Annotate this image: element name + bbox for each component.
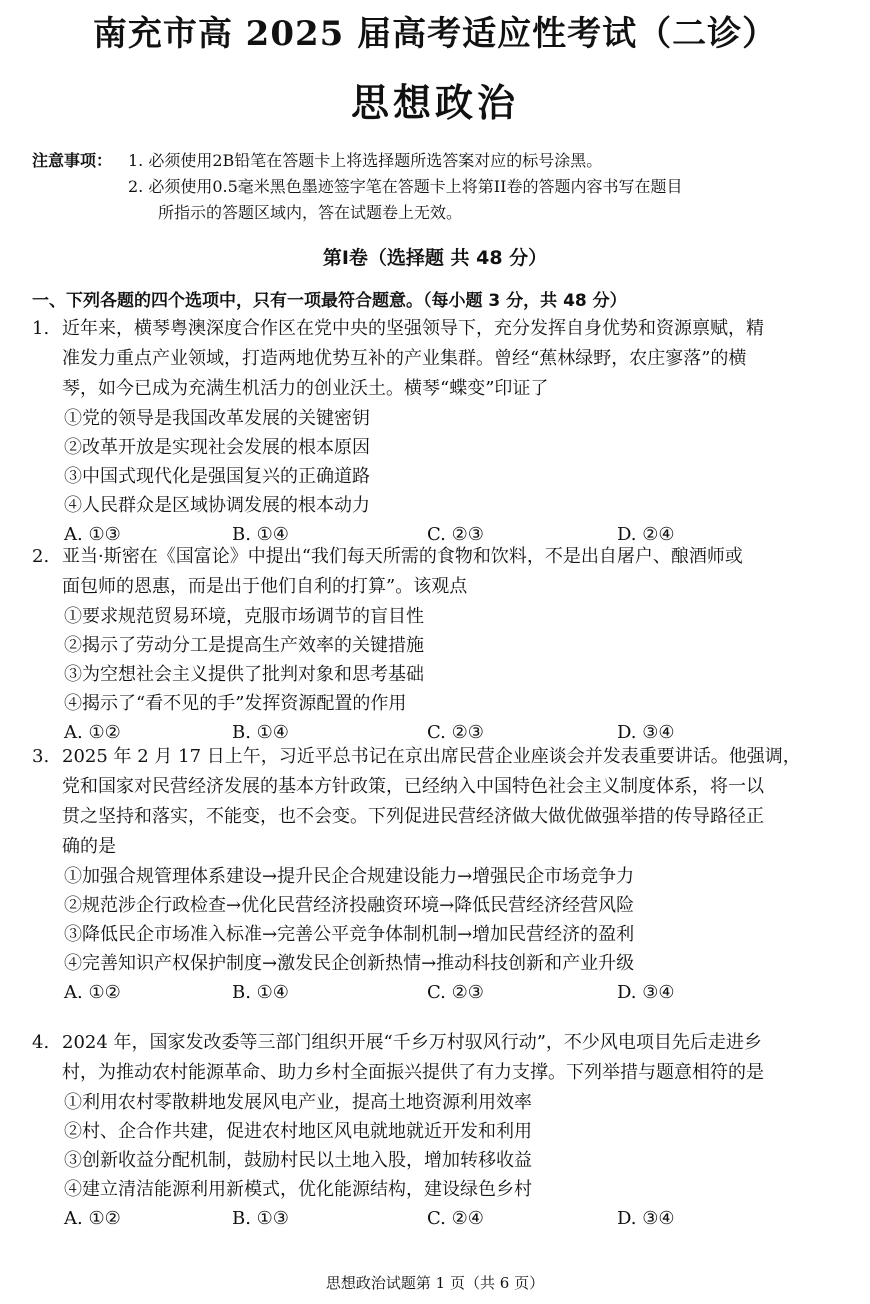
question-number: 4.	[32, 1032, 50, 1053]
question-stem	[32, 1028, 832, 1088]
stem-line: 琴，如今已成为充满生机活力的创业沃土。横琴“蝶变”印证了	[62, 378, 549, 399]
stem-line: 面包师的恩惠，而是出于他们自利的打算”。该观点	[62, 576, 468, 597]
option-d: D. ③④	[617, 722, 675, 743]
part-title: 一、下列各题的四个选项中，只有一项最符合题意。（每小题 3 分，共 48 分）	[32, 291, 627, 311]
stem-line: 准发力重点产业领域，打造两地优势互补的产业集群。曾经“蕉林绿野，农庄寥落”的横	[62, 348, 747, 369]
statement-item: ①要求规范贸易环境，克服市场调节的盲目性	[64, 606, 424, 627]
notice-block	[32, 148, 852, 226]
question-number: 1.	[32, 318, 50, 339]
statement-item: ①党的领导是我国改革发展的关键密钥	[64, 408, 370, 429]
option-a: A. ①③	[64, 524, 121, 545]
stem-line: 村，为推动农村能源革命、助力乡村全面振兴提供了有力支撑。下列举措与题意相符的是	[62, 1062, 764, 1083]
page-footer: 思想政治试题第 1 页（共 6 页）	[325, 1274, 545, 1292]
statement-item: ②改革开放是实现社会发展的根本原因	[64, 437, 370, 458]
notice-row-2	[32, 174, 852, 200]
statement-item: ④揭示了“看不见的手”发挥资源配置的作用	[64, 693, 407, 714]
option-d: D. ②④	[617, 524, 675, 545]
option-c: C. ②④	[427, 1208, 484, 1229]
statement-item: ③中国式现代化是强国复兴的正确道路	[64, 466, 370, 487]
stem-line: 近年来，横琴粤澳深度合作区在党中央的坚强领导下，充分发挥自身优势和资源禀赋，精	[62, 318, 764, 339]
question-3	[32, 742, 832, 1012]
option-b: B. ①③	[232, 1208, 289, 1229]
statement-item: ③为空想社会主义提供了批判对象和思考基础	[64, 664, 424, 685]
statement-item: ①加强合规管理体系建设→提升民企合规建设能力→增强民企市场竞争力	[64, 866, 635, 887]
option-b: B. ①④	[232, 982, 289, 1003]
question-1	[32, 314, 832, 554]
stem-line: 党和国家对民营经济发展的基本方针政策，已经纳入中国特色社会主义制度体系，将一以	[62, 776, 764, 797]
question-number: 3.	[32, 746, 50, 767]
question-stem	[32, 742, 832, 862]
stem-line: 确的是	[62, 836, 116, 857]
stem-line: 贯之坚持和落实，不能变，也不会变。下列促进民营经济做大做优做强举措的传导路径正	[62, 806, 764, 827]
question-4	[32, 1028, 832, 1238]
statement-item: ④人民群众是区域协调发展的根本动力	[64, 495, 370, 516]
question-stem	[32, 542, 832, 602]
option-c: C. ②③	[427, 982, 484, 1003]
stem-line: 亚当·斯密在《国富论》中提出“我们每天所需的食物和饮料，不是出自屠户、酿酒师或	[62, 546, 743, 567]
notice-item-2-cont: 所指示的答题区域内，答在试题卷上无效。	[158, 203, 463, 222]
stem-line: 2025 年 2 月 17 日上午，习近平总书记在京出席民营企业座谈会并发表重要讲话。他强调，	[62, 746, 801, 767]
answer-options	[32, 982, 832, 1012]
statement-item: ①利用农村零散耕地发展风电产业，提高土地资源利用效率	[64, 1092, 532, 1113]
statement-item: ④完善知识产权保护制度→激发民企创新热情→推动科技创新和产业升级	[64, 953, 635, 974]
option-b: B. ①④	[232, 722, 289, 743]
question-number: 2.	[32, 546, 50, 567]
section-title: 第I卷（选择题 共 48 分）	[322, 247, 548, 269]
option-a: A. ①②	[64, 722, 121, 743]
option-c: C. ②③	[427, 722, 484, 743]
stem-line: 2024 年，国家发改委等三部门组织开展“千乡万村驭风行动”，不少风电项目先后走进乡	[62, 1032, 762, 1053]
option-a: A. ①②	[64, 1208, 121, 1229]
exam-title: 南充市高 2025 届高考适应性考试（二诊）	[92, 14, 778, 54]
statement-item: ③降低民企市场准入标准→完善公平竞争体制机制→增加民营经济的盈利	[64, 924, 635, 945]
statement-item: ③创新收益分配机制，鼓励村民以土地入股，增加转移收益	[64, 1150, 532, 1171]
option-a: A. ①②	[64, 982, 121, 1003]
option-d: D. ③④	[617, 1208, 675, 1229]
notice-item-2: 2. 必须使用0.5毫米黑色墨迹签字笔在答题卡上将第II卷的答题内容书写在题目	[128, 177, 683, 196]
statement-item: ②规范涉企行政检查→优化民营经济投融资环境→降低民营经济经营风险	[64, 895, 635, 916]
option-c: C. ②③	[427, 524, 484, 545]
subject-title: 思想政治	[350, 80, 519, 125]
question-stem	[32, 314, 832, 404]
notice-label: 注意事项：	[32, 151, 113, 170]
statement-item: ②揭示了劳动分工是提高生产效率的关键措施	[64, 635, 424, 656]
notice-row-1	[32, 148, 852, 174]
option-d: D. ③④	[617, 982, 675, 1003]
notice-item-1: 1. 必须使用2B铅笔在答题卡上将选择题所选答案对应的标号涂黑。	[128, 151, 603, 170]
answer-options	[32, 1208, 832, 1238]
statement-item: ④建立清洁能源利用新模式，优化能源结构，建设绿色乡村	[64, 1179, 532, 1200]
question-2	[32, 542, 832, 752]
option-b: B. ①④	[232, 524, 289, 545]
statement-item: ②村、企合作共建，促进农村地区风电就地就近开发和利用	[64, 1121, 532, 1142]
